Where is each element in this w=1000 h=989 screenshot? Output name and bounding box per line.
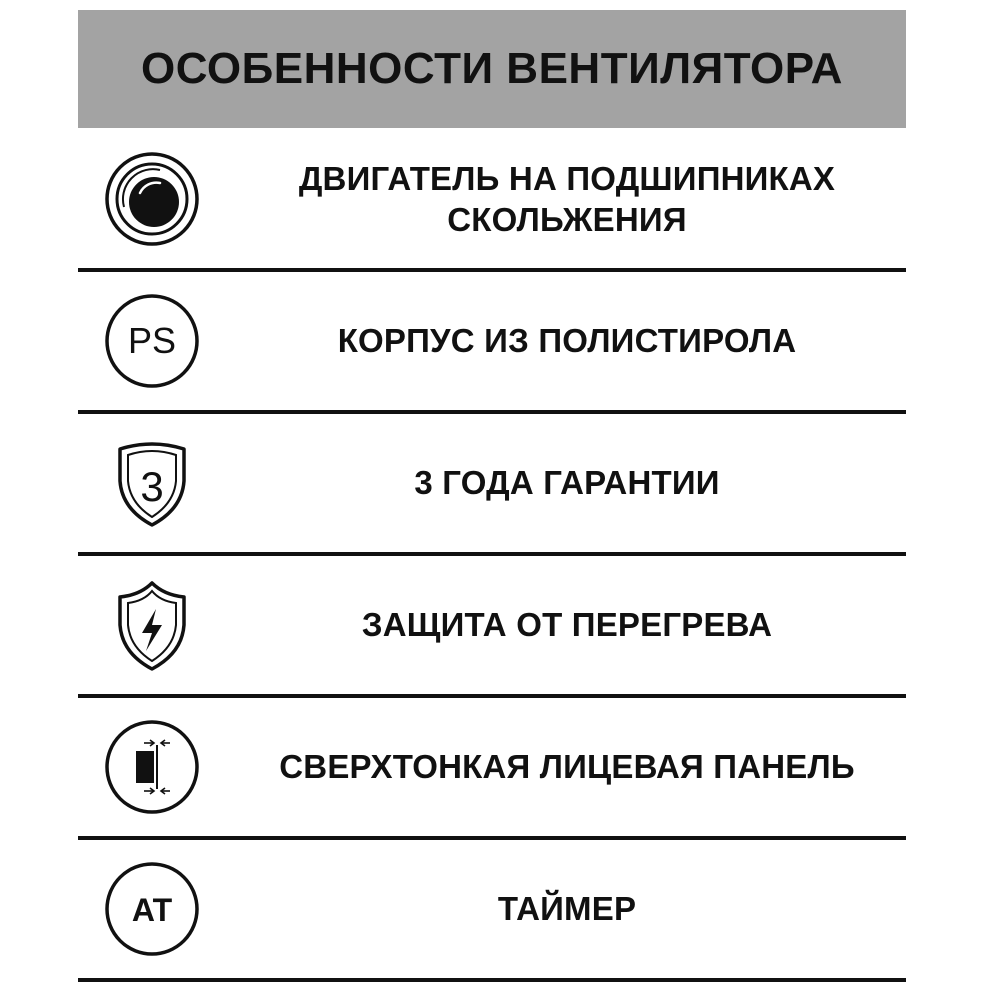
feature-row-polystyrene	[78, 272, 906, 414]
page-title: ОСОБЕННОСТИ ВЕНТИЛЯТОРА	[141, 44, 843, 93]
shield-number-label: 3	[140, 463, 164, 510]
shield-lightning-icon	[104, 577, 200, 673]
feature-row-overheat	[78, 556, 906, 698]
feature-line: СВЕРХТОНКАЯ ЛИЦЕВАЯ ПАНЕЛЬ	[279, 748, 855, 786]
feature-text	[228, 698, 906, 836]
shield-number-icon	[104, 435, 200, 531]
feature-line: 3 ГОДА ГАРАНТИИ	[414, 464, 720, 502]
feature-row-thin-panel	[78, 698, 906, 840]
at-timer-icon	[104, 861, 200, 957]
feature-row-warranty	[78, 414, 906, 556]
feature-line: СКОЛЬЖЕНИЯ	[447, 201, 687, 238]
ps-icon	[104, 293, 200, 389]
feature-line: ЗАЩИТА ОТ ПЕРЕГРЕВА	[361, 606, 773, 644]
feature-row-timer	[78, 840, 906, 982]
bearing-icon	[104, 151, 200, 247]
feature-text	[228, 840, 906, 978]
feature-text	[228, 272, 906, 410]
feature-text	[228, 130, 906, 268]
feature-text	[228, 414, 906, 552]
feature-line: КОРПУС ИЗ ПОЛИСТИРОЛА	[337, 322, 797, 360]
thin-panel-icon	[104, 719, 200, 815]
feature-text	[228, 556, 906, 694]
header-banner	[78, 10, 906, 128]
feature-line: ДВИГАТЕЛЬ НА ПОДШИПНИКАХ	[298, 159, 836, 197]
feature-line: ТАЙМЕР	[497, 890, 637, 928]
ps-icon-label: PS	[127, 320, 177, 361]
feature-row-bearing	[78, 130, 906, 272]
at-icon-label: AT	[131, 892, 173, 928]
